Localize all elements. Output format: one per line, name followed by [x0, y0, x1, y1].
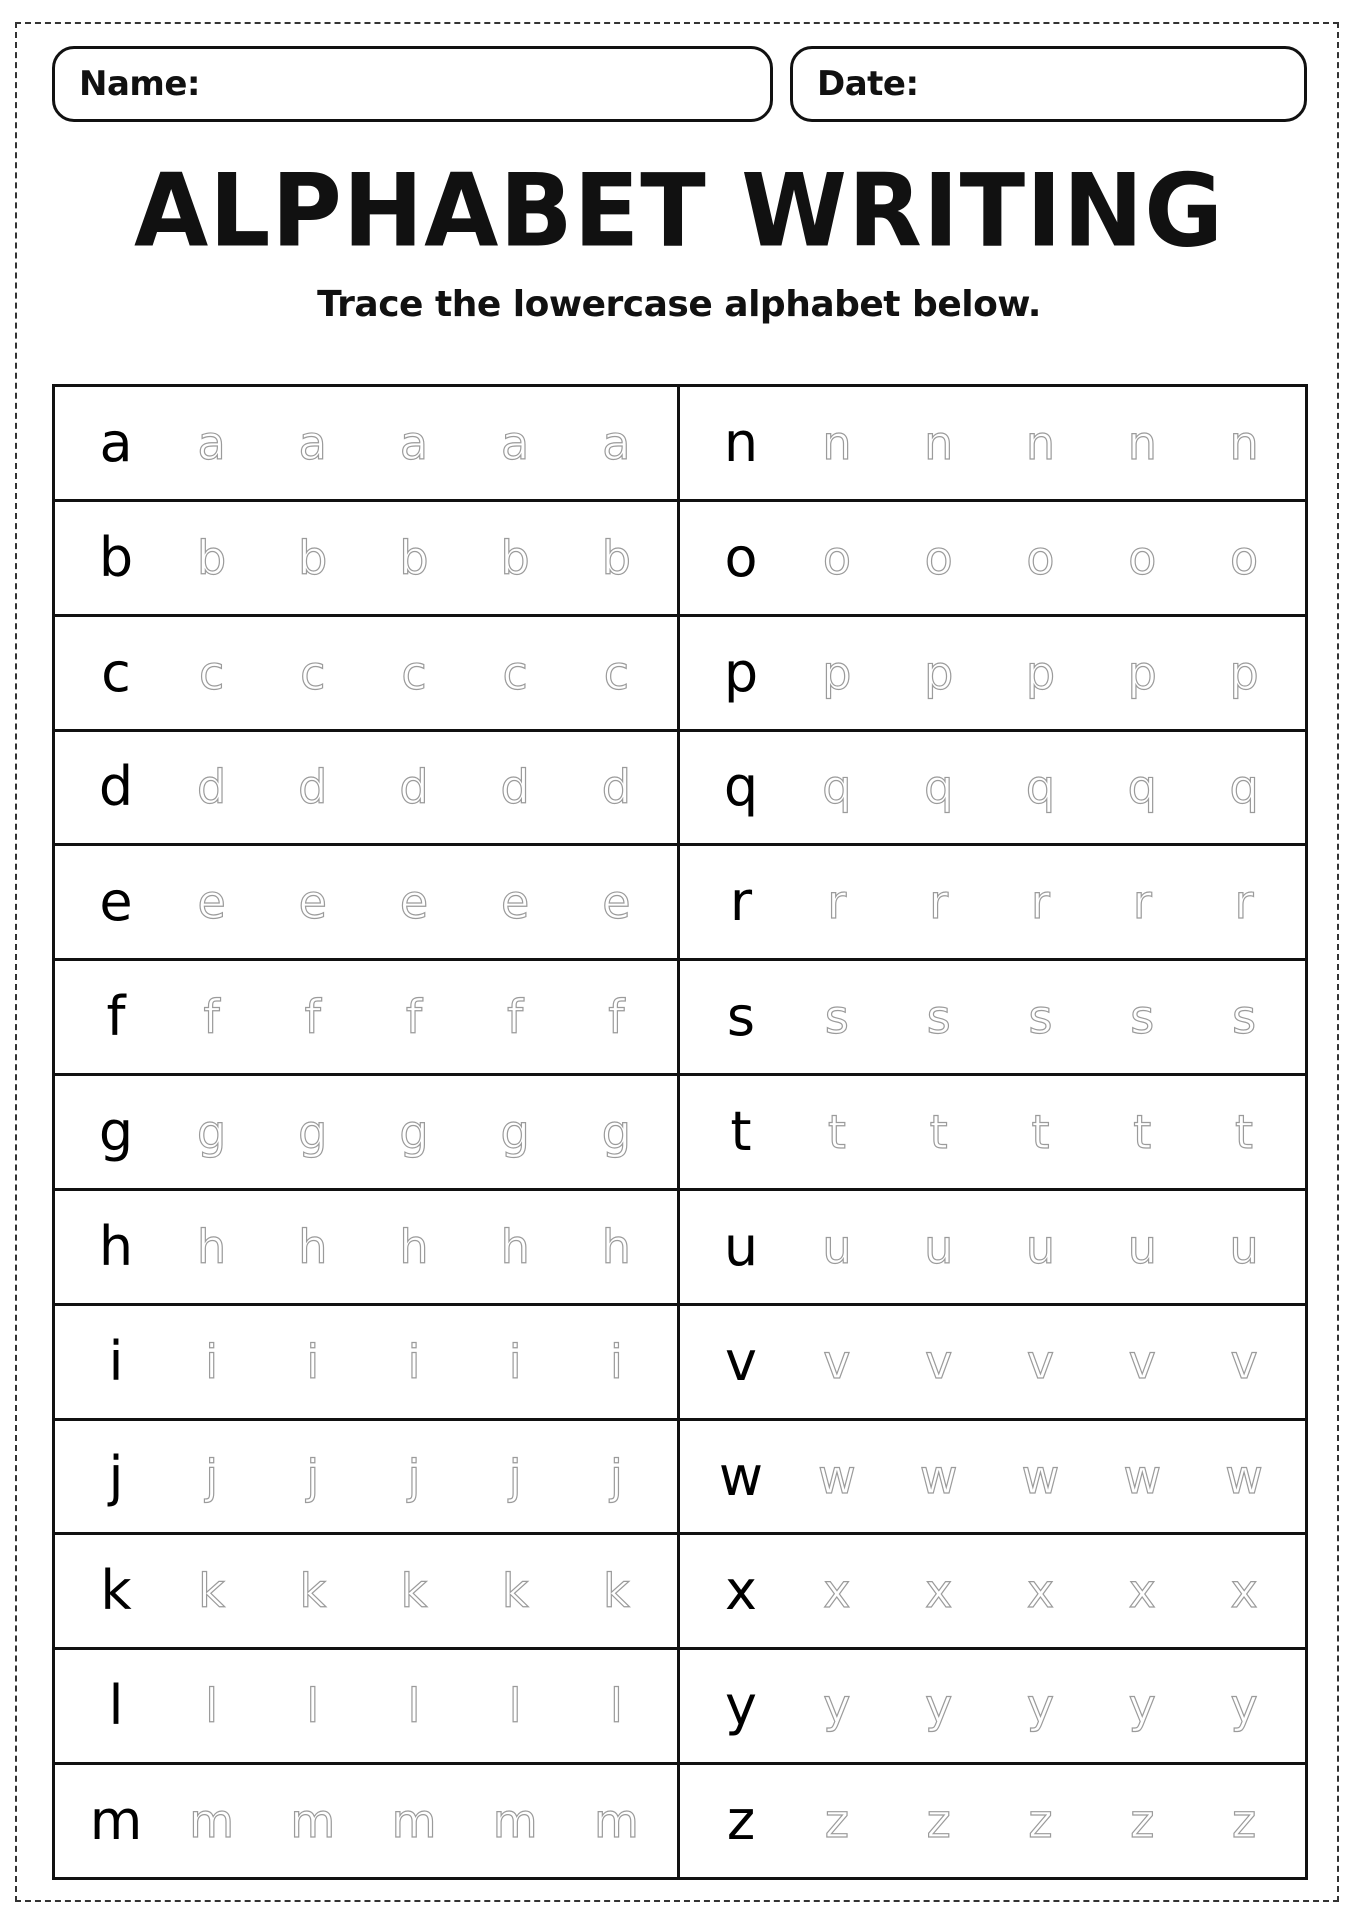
trace-letter[interactable]: g — [500, 1104, 530, 1159]
letter-row — [55, 617, 677, 732]
trace-letter[interactable]: w — [1225, 1449, 1263, 1504]
trace-letter[interactable]: d — [601, 760, 631, 815]
trace-letter[interactable]: j — [407, 1449, 421, 1504]
model-letter: h — [98, 1214, 134, 1278]
trace-letter[interactable]: a — [501, 415, 530, 470]
letter-row — [55, 1306, 677, 1421]
trace-group — [161, 875, 677, 930]
trace-letter[interactable]: e — [197, 875, 226, 930]
trace-letter[interactable]: y — [1128, 1679, 1156, 1734]
trace-group — [786, 875, 1305, 930]
trace-letter[interactable]: m — [391, 1794, 437, 1849]
model-letter: u — [723, 1214, 759, 1278]
trace-letter[interactable]: o — [822, 530, 851, 585]
trace-group — [786, 990, 1305, 1045]
trace-letter[interactable]: n — [1229, 415, 1259, 470]
model-letter: e — [99, 870, 133, 934]
trace-letter[interactable]: w — [1021, 1449, 1060, 1504]
trace-letter[interactable]: r — [1031, 875, 1050, 930]
trace-letter[interactable]: q — [1229, 760, 1259, 815]
model-letter: s — [726, 985, 756, 1049]
letter-row — [680, 387, 1305, 502]
trace-letter[interactable]: e — [602, 875, 631, 930]
trace-letter[interactable]: n — [924, 415, 954, 470]
trace-letter[interactable]: v — [1026, 1334, 1055, 1389]
trace-letter[interactable]: x — [823, 1564, 851, 1619]
trace-group — [161, 1794, 677, 1849]
model-letter: k — [100, 1559, 132, 1623]
trace-letter[interactable]: c — [198, 645, 225, 700]
trace-letter[interactable]: b — [500, 530, 530, 585]
trace-letter[interactable]: p — [1127, 645, 1157, 700]
trace-letter[interactable]: w — [818, 1449, 856, 1504]
trace-letter[interactable]: m — [189, 1794, 234, 1849]
trace-letter[interactable]: e — [399, 875, 429, 930]
model-letter: v — [725, 1329, 757, 1393]
trace-letter[interactable]: r — [827, 875, 847, 930]
trace-letter[interactable]: i — [205, 1334, 218, 1389]
trace-letter[interactable]: p — [1229, 645, 1259, 700]
trace-letter[interactable]: z — [1232, 1794, 1257, 1849]
trace-letter[interactable]: l — [407, 1679, 421, 1734]
trace-letter[interactable]: v — [925, 1334, 953, 1389]
trace-letter[interactable]: o — [924, 530, 953, 585]
name-field[interactable] — [52, 46, 773, 122]
trace-letter[interactable]: c — [502, 645, 528, 700]
trace-letter[interactable]: w — [1123, 1449, 1162, 1504]
letter-row — [55, 1765, 677, 1877]
left-column — [55, 387, 680, 1877]
tracing-grid — [52, 384, 1308, 1880]
letter-row — [680, 961, 1305, 1076]
trace-letter[interactable]: g — [298, 1104, 328, 1159]
trace-letter[interactable]: h — [601, 1219, 631, 1274]
letter-row — [680, 732, 1305, 847]
letter-row — [680, 846, 1305, 961]
letter-row — [55, 1421, 677, 1536]
trace-letter[interactable]: r — [929, 875, 949, 930]
trace-letter[interactable]: o — [1128, 530, 1157, 585]
model-letter: b — [98, 525, 134, 589]
trace-letter[interactable]: u — [1229, 1219, 1259, 1274]
trace-letter[interactable]: i — [407, 1334, 421, 1389]
trace-letter[interactable]: f — [608, 990, 625, 1045]
trace-letter[interactable]: j — [306, 1449, 320, 1504]
trace-letter[interactable]: f — [203, 990, 220, 1045]
model-letter: r — [729, 870, 753, 934]
trace-letter[interactable]: n — [1127, 415, 1157, 470]
trace-letter[interactable]: a — [399, 415, 429, 470]
letter-row — [55, 1650, 677, 1765]
trace-letter[interactable]: n — [1025, 415, 1056, 470]
trace-letter[interactable]: m — [290, 1794, 336, 1849]
trace-letter[interactable]: t — [929, 1104, 948, 1159]
letter-row — [680, 1076, 1305, 1191]
model-letter: n — [723, 410, 759, 474]
trace-letter[interactable]: g — [601, 1104, 631, 1159]
model-letter: z — [726, 1789, 756, 1853]
model-letter: t — [730, 1099, 752, 1163]
trace-letter[interactable]: y — [1230, 1679, 1258, 1734]
trace-letter[interactable]: b — [601, 530, 631, 585]
letter-row — [680, 1191, 1305, 1306]
trace-letter[interactable]: f — [507, 990, 524, 1045]
letter-row — [55, 387, 677, 502]
letter-row — [680, 617, 1305, 732]
model-letter: a — [99, 410, 133, 474]
model-letter: x — [725, 1559, 757, 1623]
trace-letter[interactable]: e — [298, 875, 327, 930]
trace-group — [786, 1334, 1305, 1389]
trace-group — [786, 1679, 1305, 1734]
trace-letter[interactable]: l — [609, 1679, 623, 1734]
trace-letter[interactable]: p — [1025, 645, 1056, 700]
trace-letter[interactable]: j — [609, 1449, 623, 1504]
trace-letter[interactable]: y — [925, 1679, 953, 1734]
model-letter: p — [723, 640, 759, 704]
trace-group — [786, 1449, 1305, 1504]
letter-row — [680, 1535, 1305, 1650]
trace-letter[interactable]: p — [924, 645, 954, 700]
trace-letter[interactable]: q — [1025, 760, 1056, 815]
trace-letter[interactable]: z — [1028, 1794, 1053, 1849]
trace-letter[interactable]: b — [196, 530, 227, 585]
trace-letter[interactable]: g — [196, 1104, 227, 1159]
trace-letter[interactable]: k — [400, 1564, 428, 1619]
trace-letter[interactable]: a — [197, 415, 226, 470]
trace-letter[interactable]: i — [306, 1334, 320, 1389]
trace-letter[interactable]: l — [306, 1679, 320, 1734]
trace-letter[interactable]: v — [1230, 1334, 1258, 1389]
trace-letter[interactable]: t — [1031, 1104, 1050, 1159]
trace-group — [161, 1104, 677, 1159]
trace-letter[interactable]: x — [925, 1564, 953, 1619]
trace-letter[interactable]: s — [1232, 990, 1257, 1045]
letter-row — [680, 502, 1305, 617]
trace-letter[interactable]: b — [298, 530, 328, 585]
trace-group — [786, 415, 1305, 470]
trace-letter[interactable]: w — [919, 1449, 958, 1504]
trace-letter[interactable]: t — [827, 1104, 846, 1159]
trace-letter[interactable]: g — [399, 1104, 429, 1159]
trace-group — [786, 1564, 1305, 1619]
trace-letter[interactable]: d — [500, 760, 530, 815]
trace-letter[interactable]: c — [603, 645, 629, 700]
trace-letter[interactable]: v — [823, 1334, 851, 1389]
model-letter: l — [108, 1674, 124, 1738]
trace-letter[interactable]: y — [823, 1679, 851, 1734]
trace-letter[interactable]: d — [196, 760, 227, 815]
trace-letter[interactable]: a — [602, 415, 631, 470]
trace-letter[interactable]: u — [924, 1219, 954, 1274]
trace-letter[interactable]: h — [197, 1219, 227, 1274]
date-field[interactable] — [790, 46, 1307, 122]
name-label: Name: — [79, 64, 200, 104]
trace-letter[interactable]: x — [1128, 1564, 1156, 1619]
trace-letter[interactable]: j — [508, 1449, 522, 1504]
right-column — [680, 387, 1305, 1877]
trace-letter[interactable]: o — [1230, 530, 1259, 585]
trace-letter[interactable]: r — [1234, 875, 1254, 930]
trace-letter[interactable]: c — [300, 645, 326, 700]
trace-letter[interactable]: q — [1127, 760, 1157, 815]
trace-letter[interactable]: n — [822, 415, 852, 470]
model-letter: i — [108, 1329, 124, 1393]
trace-letter[interactable]: x — [1026, 1564, 1055, 1619]
trace-letter[interactable]: s — [824, 990, 849, 1045]
trace-group — [161, 1334, 677, 1389]
trace-group — [161, 530, 677, 585]
trace-letter[interactable]: z — [926, 1794, 951, 1849]
trace-letter[interactable]: h — [298, 1219, 328, 1274]
page-title: ALPHABET WRITING — [134, 152, 1224, 270]
trace-group — [786, 1794, 1305, 1849]
model-letter: g — [98, 1099, 134, 1163]
trace-group — [161, 645, 677, 700]
trace-group — [161, 760, 677, 815]
trace-letter[interactable]: s — [926, 990, 951, 1045]
trace-letter[interactable]: a — [298, 415, 327, 470]
trace-letter[interactable]: z — [1130, 1794, 1155, 1849]
model-letter: q — [723, 755, 759, 819]
letter-row — [55, 1076, 677, 1191]
instructions: Trace the lowercase alphabet below. — [317, 284, 1041, 325]
letter-row — [55, 732, 677, 847]
trace-group — [161, 1679, 677, 1734]
trace-group — [161, 415, 677, 470]
trace-letter[interactable]: k — [299, 1564, 327, 1619]
trace-letter[interactable]: h — [399, 1219, 429, 1274]
letter-row — [55, 961, 677, 1076]
date-label: Date: — [817, 64, 919, 104]
trace-group — [161, 1449, 677, 1504]
letter-row — [55, 502, 677, 617]
trace-letter[interactable]: u — [1127, 1219, 1157, 1274]
trace-letter[interactable]: t — [1133, 1104, 1152, 1159]
model-letter: j — [108, 1444, 124, 1508]
trace-letter[interactable]: q — [822, 760, 852, 815]
trace-letter[interactable]: j — [205, 1449, 218, 1504]
trace-letter[interactable]: s — [1130, 990, 1155, 1045]
trace-letter[interactable]: i — [508, 1334, 522, 1389]
trace-letter[interactable]: k — [501, 1564, 529, 1619]
model-letter: c — [101, 640, 131, 704]
model-letter: m — [89, 1789, 143, 1853]
letter-row — [680, 1650, 1305, 1765]
trace-letter[interactable]: k — [198, 1564, 225, 1619]
trace-letter[interactable]: x — [1230, 1564, 1258, 1619]
trace-letter[interactable]: v — [1128, 1334, 1156, 1389]
trace-letter[interactable]: l — [205, 1679, 218, 1734]
model-letter: w — [718, 1444, 764, 1508]
trace-group — [786, 645, 1305, 700]
trace-letter[interactable]: i — [609, 1334, 623, 1389]
model-letter: f — [106, 985, 126, 1049]
trace-letter[interactable]: m — [593, 1794, 639, 1849]
trace-letter[interactable]: c — [401, 645, 427, 700]
trace-letter[interactable]: e — [501, 875, 530, 930]
trace-letter[interactable]: u — [822, 1219, 852, 1274]
trace-letter[interactable]: f — [304, 990, 321, 1045]
trace-group — [161, 1564, 677, 1619]
letter-row — [680, 1421, 1305, 1536]
trace-letter[interactable]: d — [399, 760, 429, 815]
letter-row — [680, 1765, 1305, 1877]
trace-letter[interactable]: y — [1026, 1679, 1055, 1734]
trace-group — [786, 760, 1305, 815]
trace-letter[interactable]: k — [603, 1564, 630, 1619]
trace-letter[interactable]: d — [298, 760, 328, 815]
letter-row — [55, 846, 677, 961]
trace-letter[interactable]: s — [1028, 990, 1053, 1045]
trace-letter[interactable]: t — [1235, 1104, 1254, 1159]
trace-letter[interactable]: l — [508, 1679, 522, 1734]
trace-letter[interactable]: f — [405, 990, 423, 1045]
trace-group — [786, 1219, 1305, 1274]
trace-letter[interactable]: u — [1025, 1219, 1056, 1274]
letter-row — [680, 1306, 1305, 1421]
trace-letter[interactable]: r — [1132, 875, 1152, 930]
trace-letter[interactable]: o — [1026, 530, 1055, 585]
letter-row — [55, 1191, 677, 1306]
trace-group — [161, 990, 677, 1045]
model-letter: d — [98, 755, 134, 819]
trace-letter[interactable]: b — [399, 530, 429, 585]
model-letter: o — [724, 525, 758, 589]
trace-letter[interactable]: q — [924, 760, 954, 815]
trace-group — [161, 1219, 677, 1274]
trace-group — [786, 530, 1305, 585]
trace-letter[interactable]: z — [824, 1794, 849, 1849]
letter-row — [55, 1535, 677, 1650]
trace-letter[interactable]: p — [822, 645, 852, 700]
model-letter: y — [725, 1674, 757, 1738]
trace-group — [786, 1104, 1305, 1159]
trace-letter[interactable]: h — [500, 1219, 530, 1274]
trace-letter[interactable]: m — [492, 1794, 538, 1849]
